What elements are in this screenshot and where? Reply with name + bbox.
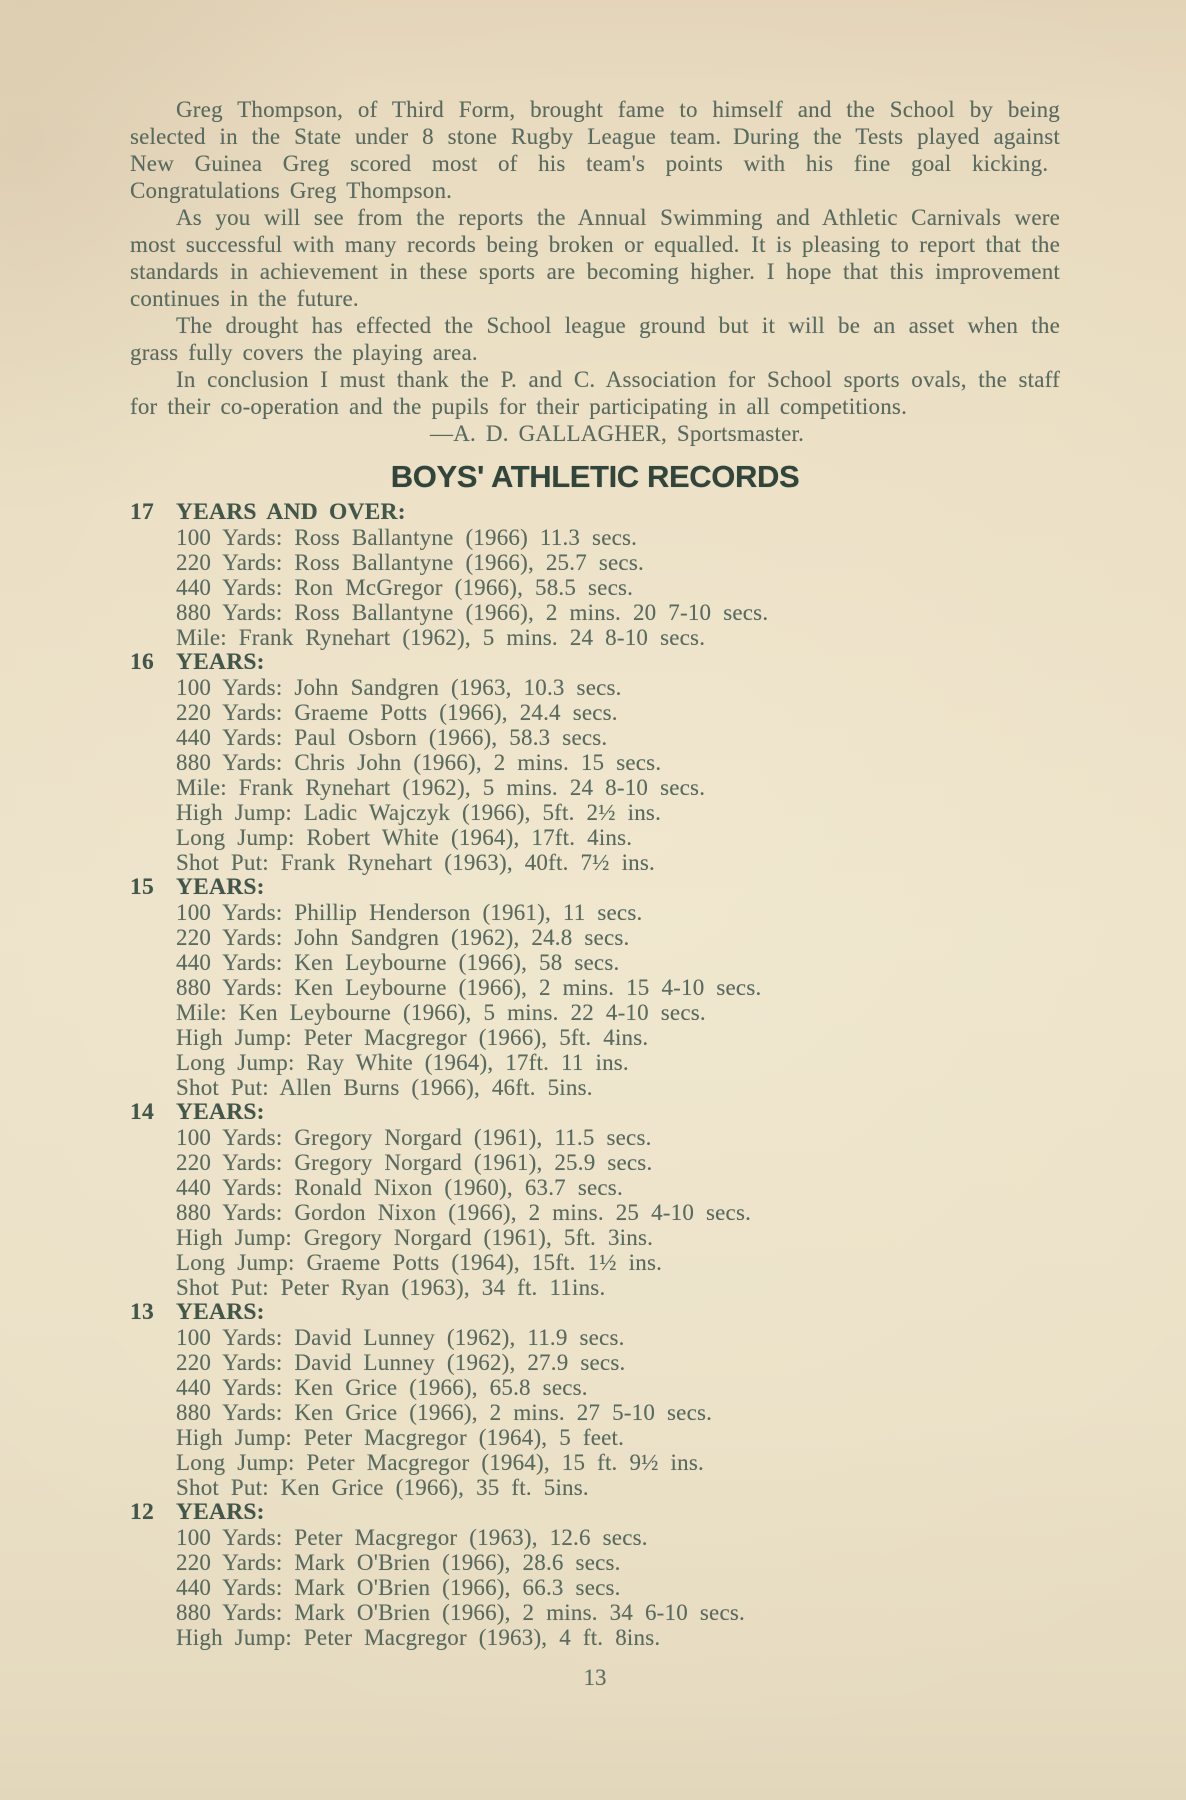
page-title: BOYS' ATHLETIC RECORDS [390, 459, 800, 494]
record-line: Long Jump: Ray White (1964), 17ft. 11 ins. [176, 1050, 629, 1075]
record-line: 220 Yards: Mark O'Brien (1966), 28.6 secs. [176, 1550, 621, 1575]
record-line: 440 Yards: Ronald Nixon (1960), 63.7 secs. [176, 1175, 623, 1200]
record-line: 220 Yards: Graeme Potts (1966), 24.4 secs. [176, 700, 618, 725]
record-line: 220 Yards: David Lunney (1962), 27.9 secs. [176, 1350, 626, 1375]
section-title: YEARS: [176, 1299, 265, 1325]
record-line: High Jump: Gregory Norgard (1961), 5ft. 3ins. [176, 1225, 654, 1250]
record-line: 100 Yards: Ross Ballantyne (1966) 11.3 secs. [176, 525, 638, 550]
record-line: Shot Put: Ken Grice (1966), 35 ft. 5ins. [176, 1475, 589, 1500]
section-age: 15 [130, 874, 154, 900]
record-line: 440 Yards: Ron McGregor (1966), 58.5 secs. [176, 575, 634, 600]
paragraph-carnivals: As you will see from the reports the Annual Swimming and Athletic Carnivals were most successful with many records being broken or equalled. It is pleasing to report that the standards in achievement in these sports are becoming higher. I hope that this improvement continues in the future. [130, 205, 1060, 311]
section-title: YEARS: [176, 1099, 265, 1125]
record-line: 100 Yards: David Lunney (1962), 11.9 secs. [176, 1325, 625, 1350]
section-header [130, 500, 1060, 525]
record-line: Mile: Frank Rynehart (1962), 5 mins. 24 8-10 secs. [176, 775, 706, 800]
record-line: 220 Yards: John Sandgren (1962), 24.8 secs. [176, 925, 630, 950]
athletic-records-list [130, 500, 1060, 1650]
paragraph-greg-thompson: Greg Thompson, of Third Form, brought fame to himself and the School by being selected in the State under 8 stone Rugby League team. During the Tests played against New Guinea Greg scored most of his team's points with his fine goal kicking. Congratulations Greg Thompson. [130, 97, 1060, 203]
record-line: 220 Yards: Ross Ballantyne (1966), 25.7 secs. [176, 550, 644, 575]
paragraph-conclusion: In conclusion I must thank the P. and C. Association for School sports ovals, the staff for their co-operation and the pupils for their participating in all competitions. [130, 367, 1060, 419]
record-line: 100 Yards: Gregory Norgard (1961), 11.5 secs. [176, 1125, 652, 1150]
record-line: Shot Put: Peter Ryan (1963), 34 ft. 11ins. [176, 1275, 606, 1300]
record-line: 440 Yards: Mark O'Brien (1966), 66.3 secs. [176, 1575, 621, 1600]
record-line: 880 Yards: Mark O'Brien (1966), 2 mins. 34 6-10 secs. [176, 1600, 745, 1625]
record-line: Long Jump: Graeme Potts (1964), 15ft. 1½ ins. [176, 1250, 663, 1275]
section-title: YEARS: [176, 874, 265, 900]
record-line: 440 Yards: Ken Grice (1966), 65.8 secs. [176, 1375, 588, 1400]
section-age: 13 [130, 1299, 154, 1325]
age-section-14 [130, 1100, 1060, 1300]
sportsmaster-signature: —A. D. GALLAGHER, Sportsmaster. [430, 421, 805, 446]
section-age: 12 [130, 1499, 154, 1525]
record-line: High Jump: Peter Macgregor (1964), 5 feet. [176, 1425, 625, 1450]
age-section-17 [130, 500, 1060, 650]
record-line: 100 Yards: Peter Macgregor (1963), 12.6 secs. [176, 1525, 648, 1550]
section-age: 16 [130, 649, 154, 675]
section-title: YEARS: [176, 649, 265, 675]
section-header [130, 1500, 1060, 1525]
record-line: High Jump: Ladic Wajczyk (1966), 5ft. 2½ ins. [176, 800, 662, 825]
record-line: 220 Yards: Gregory Norgard (1961), 25.9 secs. [176, 1150, 653, 1175]
section-age: 14 [130, 1099, 154, 1125]
paragraph-drought: The drought has effected the School league ground but it will be an asset when the grass fully covers the playing area. [130, 313, 1060, 365]
record-line: Shot Put: Allen Burns (1966), 46ft. 5ins. [176, 1075, 593, 1100]
record-line: Mile: Frank Rynehart (1962), 5 mins. 24 8-10 secs. [176, 625, 706, 650]
age-section-16 [130, 650, 1060, 875]
record-line: 880 Yards: Chris John (1966), 2 mins. 15 secs. [176, 750, 662, 775]
section-title: YEARS: [176, 1499, 265, 1525]
record-line: Long Jump: Robert White (1964), 17ft. 4ins. [176, 825, 633, 850]
section-header [130, 1100, 1060, 1125]
age-section-12 [130, 1500, 1060, 1650]
record-line: 100 Yards: Phillip Henderson (1961), 11 secs. [176, 900, 643, 925]
record-line: 100 Yards: John Sandgren (1963, 10.3 secs. [176, 675, 622, 700]
age-section-13 [130, 1300, 1060, 1500]
text-block [130, 96, 1060, 1690]
section-title: YEARS AND OVER: [176, 499, 406, 525]
section-header [130, 650, 1060, 675]
page-number: 13 [583, 1665, 607, 1690]
section-header [130, 875, 1060, 900]
record-line: High Jump: Peter Macgregor (1966), 5ft. 4ins. [176, 1025, 649, 1050]
record-line: 880 Yards: Ken Leybourne (1966), 2 mins. 15 4-10 secs. [176, 975, 762, 1000]
record-line: Shot Put: Frank Rynehart (1963), 40ft. 7½ ins. [176, 850, 655, 875]
record-line: 440 Yards: Ken Leybourne (1966), 58 secs. [176, 950, 620, 975]
record-line: Long Jump: Peter Macgregor (1964), 15 ft. 9½ ins. [176, 1450, 704, 1475]
record-line: 440 Yards: Paul Osborn (1966), 58.3 secs. [176, 725, 608, 750]
record-line: 880 Yards: Ross Ballantyne (1966), 2 mins. 20 7-10 secs. [176, 600, 769, 625]
record-line: 880 Yards: Gordon Nixon (1966), 2 mins. 25 4-10 secs. [176, 1200, 752, 1225]
record-line: Mile: Ken Leybourne (1966), 5 mins. 22 4-10 secs. [176, 1000, 706, 1025]
record-line: High Jump: Peter Macgregor (1963), 4 ft. 8ins. [176, 1625, 661, 1650]
section-age: 17 [130, 499, 154, 525]
age-section-15 [130, 875, 1060, 1100]
record-line: 880 Yards: Ken Grice (1966), 2 mins. 27 5-10 secs. [176, 1400, 713, 1425]
section-header [130, 1300, 1060, 1325]
